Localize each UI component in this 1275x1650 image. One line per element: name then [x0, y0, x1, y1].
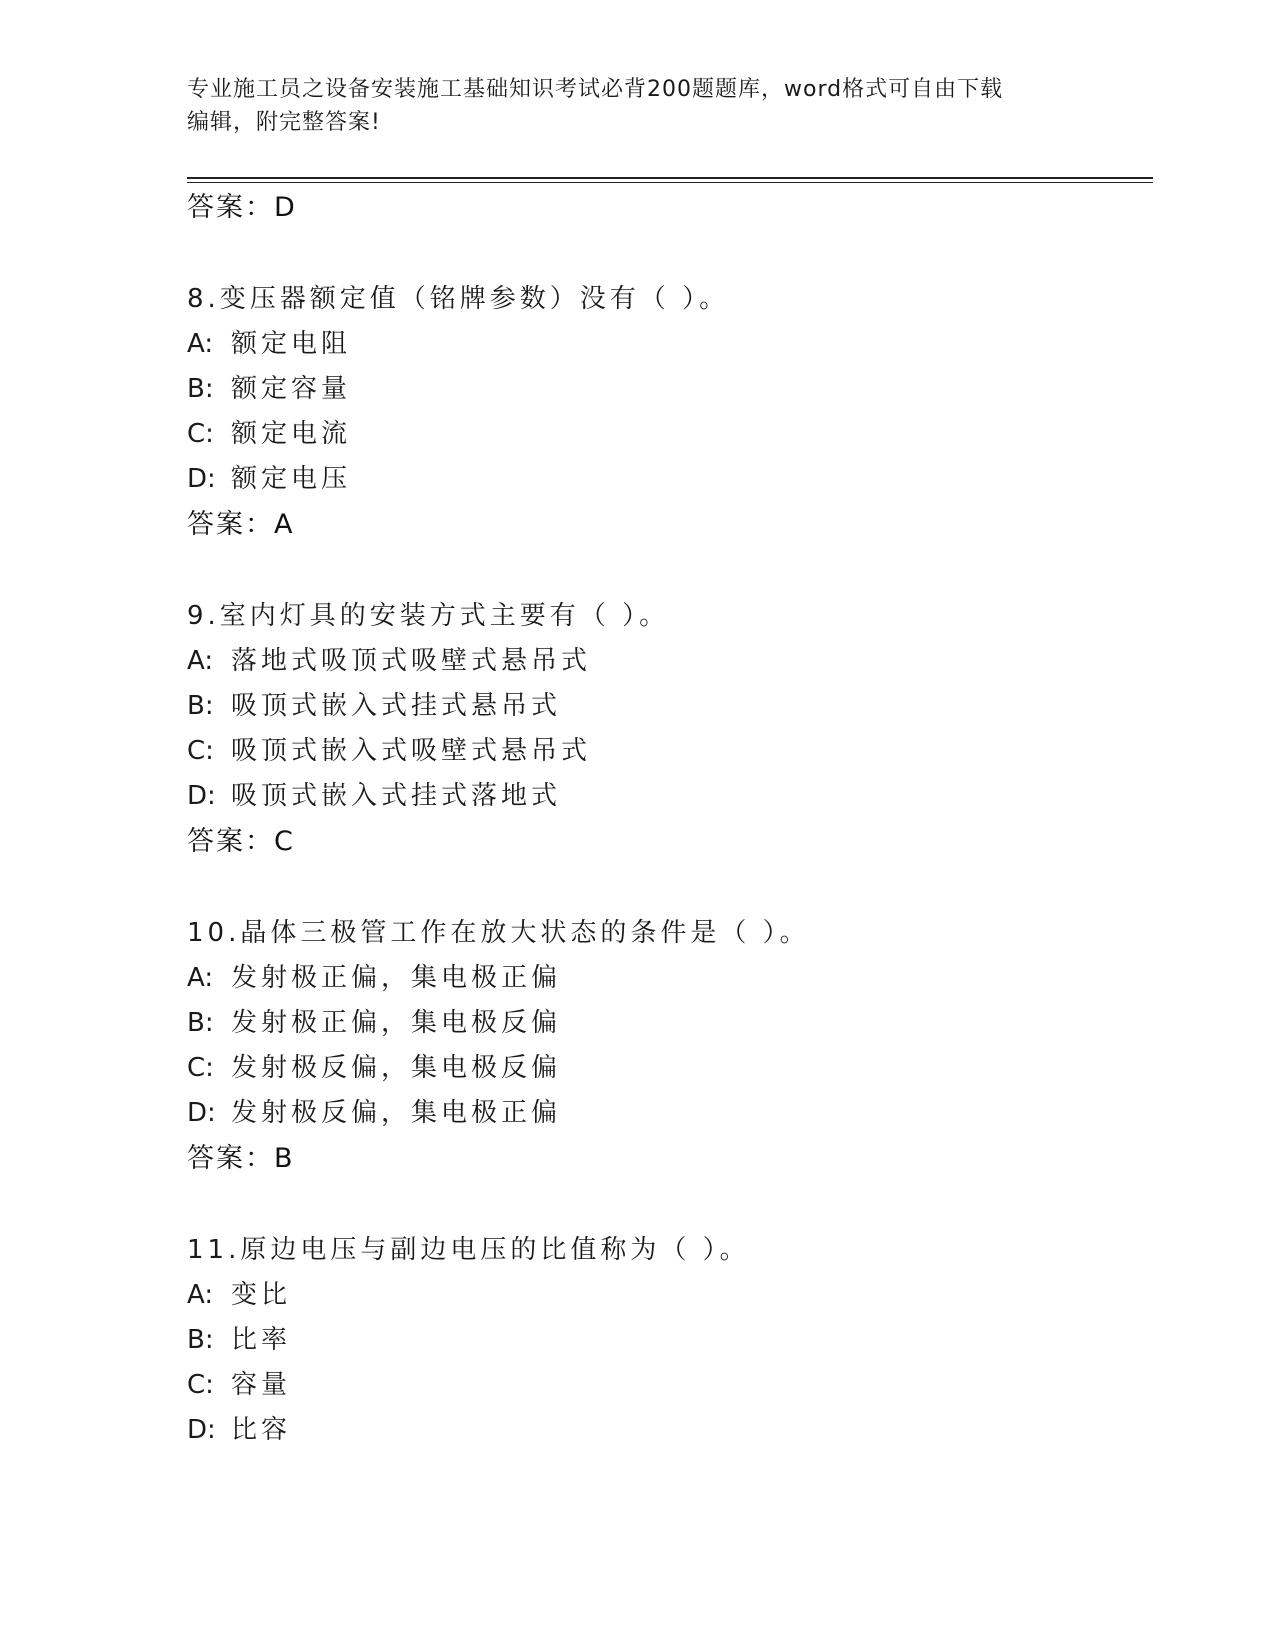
option-letter: C:: [187, 1053, 214, 1083]
question-block: [187, 594, 1147, 864]
question-stem: 9.室内灯具的安装方式主要有（ ）。: [187, 601, 670, 631]
header-divider-thick: [187, 177, 1153, 179]
option-text: 吸顶式嵌入式挂式落地式: [231, 781, 562, 811]
option-text: 落地式吸顶式吸壁式悬吊式: [231, 646, 592, 676]
option-letter: A:: [187, 1280, 214, 1310]
option-text: 变比: [231, 1280, 292, 1310]
question-block: [187, 1228, 1147, 1453]
option-text: 发射极反偏，集电极反偏: [231, 1053, 562, 1083]
option-text: 比容: [231, 1415, 292, 1445]
option-b: [187, 367, 1147, 412]
option-letter: A:: [187, 963, 214, 993]
option-a: [187, 639, 1147, 684]
option-text: 额定电阻: [231, 329, 352, 359]
option-text: 发射极正偏，集电极反偏: [231, 1008, 562, 1038]
option-c: [187, 1046, 1147, 1091]
option-c: [187, 1363, 1147, 1408]
question-answer: 答案：A: [187, 509, 295, 540]
option-b: [187, 1318, 1147, 1363]
option-text: 吸顶式嵌入式吸壁式悬吊式: [231, 736, 592, 766]
option-letter: B:: [187, 374, 214, 404]
option-letter: A:: [187, 329, 214, 359]
option-a: [187, 956, 1147, 1001]
question-block: [187, 277, 1147, 547]
question-answer: 答案：B: [187, 1143, 295, 1174]
option-b: [187, 1001, 1147, 1046]
header-divider-thin: [187, 182, 1153, 183]
option-c: [187, 412, 1147, 457]
spacer: [187, 230, 1147, 277]
question-stem: 11.原边电压与副边电压的比值称为（ ）。: [187, 1235, 750, 1265]
option-letter: D:: [187, 1415, 216, 1445]
option-text: 比率: [231, 1325, 292, 1355]
option-a: [187, 322, 1147, 367]
option-letter: B:: [187, 691, 214, 721]
option-letter: C:: [187, 1370, 214, 1400]
option-text: 吸顶式嵌入式挂式悬吊式: [231, 691, 562, 721]
option-letter: D:: [187, 781, 216, 811]
option-text: 额定电流: [231, 419, 352, 449]
option-d: [187, 1408, 1147, 1453]
option-letter: C:: [187, 419, 214, 449]
question-list: [187, 185, 1147, 1453]
question-stem: 8.变压器额定值（铭牌参数）没有（ ）。: [187, 284, 730, 314]
option-text: 发射极反偏，集电极正偏: [231, 1098, 562, 1128]
header-line-2: 编辑，附完整答案!: [187, 110, 381, 135]
option-d: [187, 1091, 1147, 1136]
option-letter: D:: [187, 464, 216, 494]
option-letter: B:: [187, 1325, 214, 1355]
spacer: [187, 547, 1147, 594]
option-letter: A:: [187, 646, 214, 676]
spacer: [187, 1181, 1147, 1228]
option-letter: B:: [187, 1008, 214, 1038]
option-letter: D:: [187, 1098, 216, 1128]
question-block: [187, 911, 1147, 1181]
option-c: [187, 729, 1147, 774]
option-text: 额定容量: [231, 374, 352, 404]
option-a: [187, 1273, 1147, 1318]
question-answer: 答案：C: [187, 826, 295, 857]
intro-answer: 答案：D: [187, 192, 297, 223]
option-b: [187, 684, 1147, 729]
option-text: 发射极正偏，集电极正偏: [231, 963, 562, 993]
option-d: [187, 774, 1147, 819]
option-d: [187, 457, 1147, 502]
option-text: 额定电压: [231, 464, 352, 494]
document-header: [187, 73, 1067, 139]
option-letter: C:: [187, 736, 214, 766]
option-text: 容量: [231, 1370, 292, 1400]
spacer: [187, 864, 1147, 911]
header-line-1: 专业施工员之设备安装施工基础知识考试必背200题题库，word格式可自由下载: [187, 77, 1004, 102]
question-stem: 10.晶体三极管工作在放大状态的条件是（ ）。: [187, 918, 810, 948]
